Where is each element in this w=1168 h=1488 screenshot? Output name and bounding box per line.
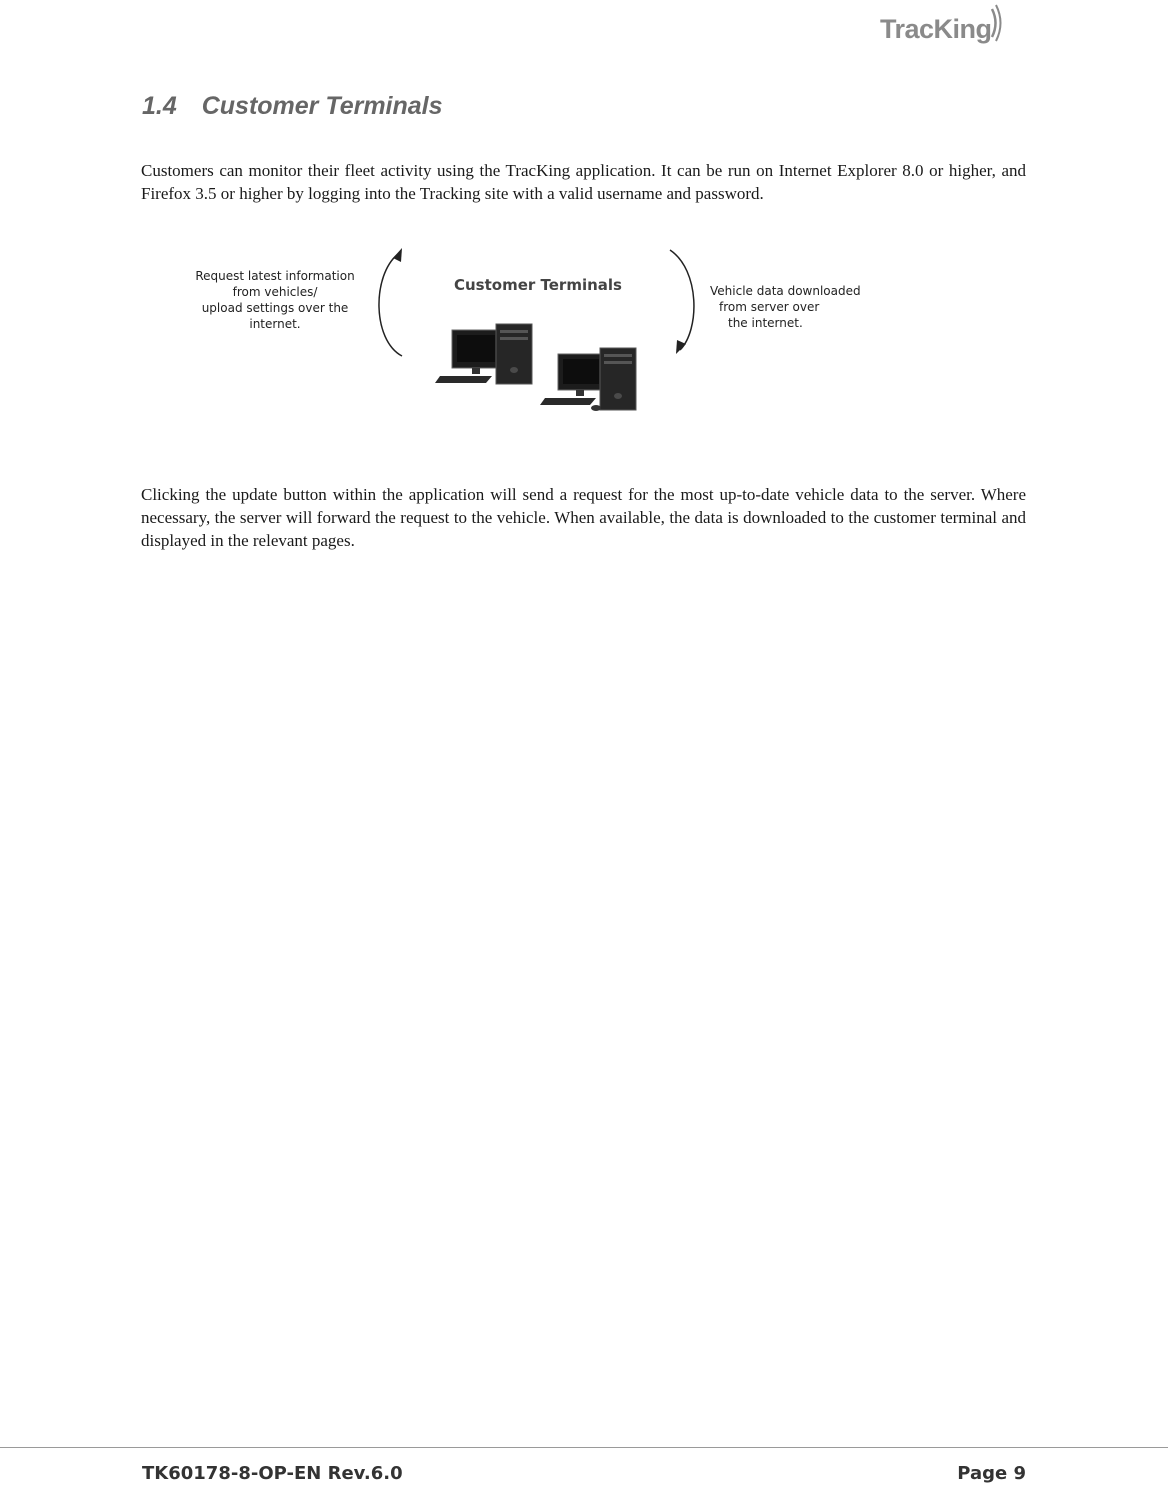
request-label-line: upload settings over the bbox=[201, 301, 349, 315]
update-paragraph: Clicking the update button within the application will send a request for the most up-to-date vehicle data to the server. Where necessary, the server will forward the request to the vehicle. When available, the data is downloaded to the customer terminal and displayed in the relevant pages. bbox=[141, 485, 1026, 550]
download-label-line: the internet. bbox=[728, 316, 803, 330]
request-label-line: from vehicles/ bbox=[232, 285, 318, 299]
desktop-computer-icon bbox=[540, 348, 636, 411]
page-number: Page 9 bbox=[957, 1463, 1026, 1484]
desktop-computer-icon bbox=[435, 324, 532, 384]
section-number: 1.4 bbox=[142, 92, 177, 120]
customer-terminals-diagram bbox=[140, 240, 920, 430]
upload-arrow-icon bbox=[379, 248, 402, 356]
section-heading bbox=[142, 92, 443, 121]
download-label-line: from server over bbox=[719, 300, 820, 314]
request-label-line: Request latest information bbox=[195, 269, 355, 283]
diagram-title: Customer Terminals bbox=[454, 276, 622, 294]
section-title: Customer Terminals bbox=[201, 92, 443, 120]
intro-paragraph: Customers can monitor their fleet activity using the TracKing application. It can be run on Internet Explorer 8.0 or higher, and Firefox 3.5 or higher by logging into the Tracking site with a valid username and password. bbox=[141, 161, 1026, 203]
footer-divider bbox=[0, 1447, 1168, 1448]
download-label-line: Vehicle data downloaded bbox=[710, 284, 861, 298]
tracking-logo bbox=[880, 6, 1030, 52]
signal-waves-icon bbox=[990, 3, 1004, 43]
download-arrow-icon bbox=[670, 250, 694, 354]
document-id: TK60178-8-OP-EN Rev.6.0 bbox=[142, 1463, 403, 1484]
logo-text: TracKing bbox=[880, 13, 992, 44]
request-label-line: internet. bbox=[249, 317, 301, 331]
